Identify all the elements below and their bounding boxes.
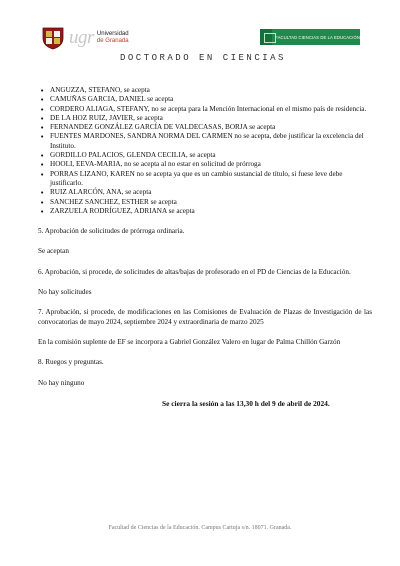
extension-requests-list [38, 86, 372, 216]
document-body [38, 86, 372, 408]
faculty-logo-text: FACULTAD CIENCIAS DE LA EDUCACIÓN [275, 34, 360, 40]
list-item: • PORRAS LIZANO, KAREN no se acepta ya que es un cambio sustancial de título, si fuese leve debe justificarlo. [50, 170, 372, 189]
header [0, 0, 400, 70]
list-item: • FERNANDEZ GONZÁLEZ GARCÍA DE VALDECASAS, BORJA se acepta [50, 123, 372, 132]
university-name [97, 31, 129, 45]
closing-statement: Se cierra la sesión a las 13,30 h del 9 de abril de 2024. [162, 398, 330, 408]
university-name-line2: de Granada [96, 38, 129, 44]
list-item: • FUENTES MARDONES, SANDRA NORMA DEL CARMEN no se acepta, debe justificar la excelencia del Instituto. [50, 132, 372, 151]
section-6-heading: 6. Aprobación, si procede, de solicitudes de altas/bajas de profesorado en el PD de Ciencias de la Educación. [38, 267, 351, 276]
university-name-line1: Universidad [96, 31, 129, 37]
ugr-wordmark: ugr [69, 27, 94, 48]
section-5-heading: 5. Aprobación de solicitudes de prórroga ordinaria. [38, 227, 185, 236]
section-6-result: No hay solicitudes [38, 288, 92, 297]
section-8-result: No hay ninguno [38, 378, 85, 387]
section-7-result: En la comisión suplente de EF se incorpora a Gabriel González Valero en lugar de Palma Chillón Garzón [38, 337, 341, 346]
section-5-result: Se aceptan [38, 247, 69, 256]
list-item: • RUIZ ALARCÓN, ANA, se acepta [50, 188, 372, 197]
section-8-heading: 8. Ruegos y preguntas. [38, 358, 104, 367]
section-7-heading: 7. Aprobación, si procede, de modificaciones en las Comisiones de Evaluación de Plazas de Investigación de las convocatorias de mayo 2024, septiembre 2024 y extraordinaria de marzo 2025 [38, 308, 372, 326]
list-item: • CORDERO ALIAGA, STEFANY, no se acepta para la Mención Internacional en el mismo país de residencia. [50, 105, 372, 114]
list-item: • DE LA HOZ RUIZ, JAVIER, se acepta [50, 114, 372, 123]
university-crest-icon [40, 26, 66, 50]
list-item: • ANGUZZA, STEFANO, se acepta [50, 86, 372, 95]
list-item: • SANCHEZ SANCHEZ, ESTHER se acepta [50, 198, 372, 207]
list-item: • GORDILLO PALACIOS, GLENDA CECILIA, se acepta [50, 151, 372, 160]
page-footer: Facultad de Ciencias de la Educación. Campus Cartuja s/n. 18071. Granada. [108, 525, 292, 531]
list-item: • CAMUÑAS GARCIA, DANIEL se acepta [50, 95, 372, 104]
list-item: • HOOLI, EEVA-MARIA, no se acepta al no estar en solicitud de prórroga [50, 160, 372, 169]
ugr-logo [40, 26, 129, 50]
document-title: DOCTORADO EN CIENCIAS [120, 53, 286, 63]
list-item: • ZARZUELA RODRÍGUEZ, ADRIANA se acepta [50, 207, 372, 216]
faculty-logo-icon [260, 29, 272, 45]
faculty-logo [260, 29, 360, 45]
